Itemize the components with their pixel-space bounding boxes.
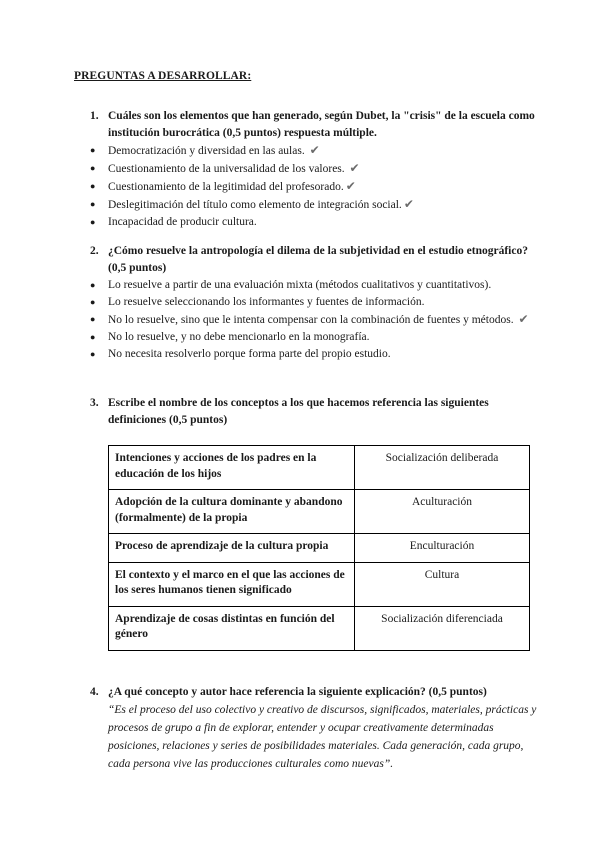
checkmark-icon: ✔: [345, 179, 356, 193]
list-item: ● Cuestionamiento de la universalidad de los valores. ✔: [74, 160, 544, 178]
question-4: [74, 684, 544, 773]
bullet-icon: ●: [90, 163, 96, 173]
concept-cell: Cultura: [355, 562, 530, 606]
concept-cell: Socialización diferenciada: [355, 606, 530, 650]
definition-cell: Adopción de la cultura dominante y abandono (formalmente) de la propia: [109, 490, 355, 534]
list-item: ● No necesita resolverlo porque forma parte del propio estudio.: [74, 346, 544, 363]
checkmark-icon: ✔: [309, 143, 320, 157]
question-number: 3.: [90, 397, 99, 409]
question-number: 1.: [90, 110, 99, 122]
bullet-icon: ●: [90, 280, 96, 290]
bullet-icon: ●: [90, 217, 96, 227]
concept-cell: Aculturación: [355, 490, 530, 534]
table-row: [109, 534, 530, 563]
definition-cell: Proceso de aprendizaje de la cultura propia: [109, 534, 355, 563]
list-item: ● No lo resuelve, sino que le intenta compensar con la combinación de fuentes y métodos. ✔: [74, 311, 544, 329]
question-1: [74, 108, 544, 231]
bullet-icon: ●: [90, 145, 96, 155]
question-title: ¿A qué concepto y autor hace referencia la siguiente explicación? (0,5 puntos): [108, 686, 487, 698]
table-row: [109, 562, 530, 606]
definitions-table: [108, 445, 530, 651]
concept-cell: Enculturación: [355, 534, 530, 563]
list-item: ● Democratización y diversidad en las aulas. ✔: [74, 142, 544, 160]
question-3: [74, 395, 544, 429]
definition-cell: Intenciones y acciones de los padres en la educación de los hijos: [109, 446, 355, 490]
list-item: ● Lo resuelve a partir de una evaluación mixta (métodos cualitativos y cuantitativos).: [74, 277, 544, 294]
definition-cell: Aprendizaje de cosas distintas en función del género: [109, 606, 355, 650]
list-item: ● Incapacidad de producir cultura.: [74, 214, 544, 231]
bullet-icon: ●: [90, 332, 96, 342]
table-row: [109, 606, 530, 650]
bullet-icon: ●: [90, 349, 96, 359]
list-item: ● Deslegitimación del título como elemento de integración social. ✔: [74, 196, 544, 214]
table-row: [109, 446, 530, 490]
question-number: 2.: [90, 245, 99, 257]
list-item: ● Lo resuelve seleccionando los informantes y fuentes de información.: [74, 294, 544, 311]
quoted-explanation: “Es el proceso del uso colectivo y creativo de discursos, significados, materiales, prácticas y procesos de grupo a fin de explorar, entender y ocupar creativamente determinadas posiciones, relaciones y series de posibilidades materiales. Cada generación, cada grupo, cada persona vive las producciones culturales como nuevas”.: [108, 704, 537, 770]
definition-cell: El contexto y el marco en el que las acciones de los seres humanos tienen significado: [109, 562, 355, 606]
table-row: [109, 490, 530, 534]
question-title: Cuáles son los elementos que han generado, según Dubet, la "crisis" de la escuela como institución burocrática (0,5 puntos) respuesta múltiple.: [108, 110, 535, 139]
checkmark-icon: ✔: [403, 197, 414, 211]
bullet-icon: ●: [90, 314, 96, 324]
option-list: [74, 277, 544, 363]
question-title: Escribe el nombre de los conceptos a los que hacemos referencia las siguientes definiciones (0,5 puntos): [108, 397, 489, 426]
checkmark-icon: ✔: [518, 312, 529, 326]
section-heading: PREGUNTAS A DESARROLLAR:: [74, 70, 252, 82]
option-list: [74, 142, 544, 231]
question-title: ¿Cómo resuelve la antropología el dilema de la subjetividad en el estudio etnográfico? (0,5 puntos): [108, 245, 528, 274]
bullet-icon: ●: [90, 297, 96, 307]
bullet-icon: ●: [90, 181, 96, 191]
list-item: ● No lo resuelve, y no debe mencionarlo en la monografía.: [74, 329, 544, 346]
question-number: 4.: [90, 686, 99, 698]
bullet-icon: ●: [90, 199, 96, 209]
list-item: ● Cuestionamiento de la legitimidad del profesorado. ✔: [74, 178, 544, 196]
question-2: [74, 243, 544, 363]
checkmark-icon: ✔: [349, 161, 360, 175]
concept-cell: Socialización deliberada: [355, 446, 530, 490]
